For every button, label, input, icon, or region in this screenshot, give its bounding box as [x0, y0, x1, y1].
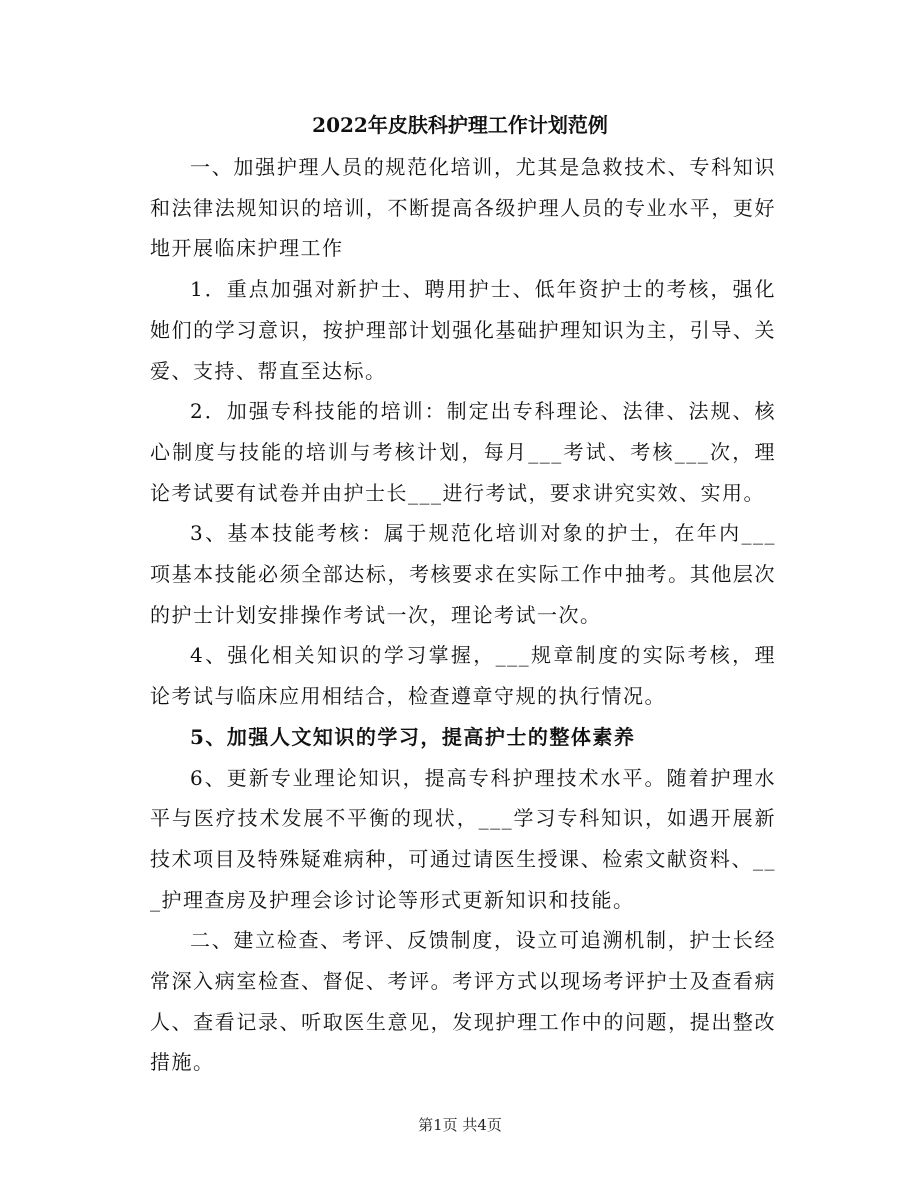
- paragraph-4: 3、基本技能考核：属于规范化培训对象的护士，在年内___项基本技能必须全部达标，考核要求在实际工作中抽考。其他层次的护士计划安排操作考试一次，理论考试一次。: [150, 521, 776, 627]
- paragraph-8: 二、建立检查、考评、反馈制度，设立可追溯机制，护士长经常深入病室检查、督促、考评。考评方式以现场考评护士及查看病人、查看记录、听取医生意见，发现护理工作中的问题，提出整改措施。: [150, 928, 776, 1075]
- paragraph-5: 4、强化相关知识的学习掌握，___规章制度的实际考核，理论考试与临床应用相结合，检查遵章守规的执行情况。: [150, 643, 776, 709]
- paragraph-1: 一、加强护理人员的规范化培训，尤其是急救技术、专科知识和法律法规知识的培训，不断提高各级护理人员的专业水平，更好地开展临床护理工作: [150, 155, 776, 261]
- document-title: 2022年皮肤科护理工作计划范例: [312, 113, 608, 137]
- paragraph-3: 2．加强专科技能的培训：制定出专科理论、法律、法规、核心制度与技能的培训与考核计划，每月___考试、考核___次，理论考试要有试卷并由护士长___进行考试，要求讲究实效、实用。: [150, 399, 776, 505]
- document-body: [150, 147, 776, 1083]
- paragraph-6-heading: 5、加强人文知识的学习，提高护士的整体素养: [190, 724, 636, 749]
- paragraph-2: 1．重点加强对新护士、聘用护士、低年资护士的考核，强化她们的学习意识，按护理部计划强化基础护理知识为主，引导、关爱、支持、帮直至达标。: [150, 277, 776, 383]
- paragraph-7: 6、更新专业理论知识，提高专科护理技术水平。随着护理水平与医疗技术发展不平衡的现状，___学习专科知识，如遇开展新技术项目及特殊疑难病种，可通过请医生授课、检索文献资料、___护理查房及护理会诊讨论等形式更新知识和技能。: [150, 765, 776, 912]
- page-footer: 第1页 共4页: [418, 1116, 502, 1134]
